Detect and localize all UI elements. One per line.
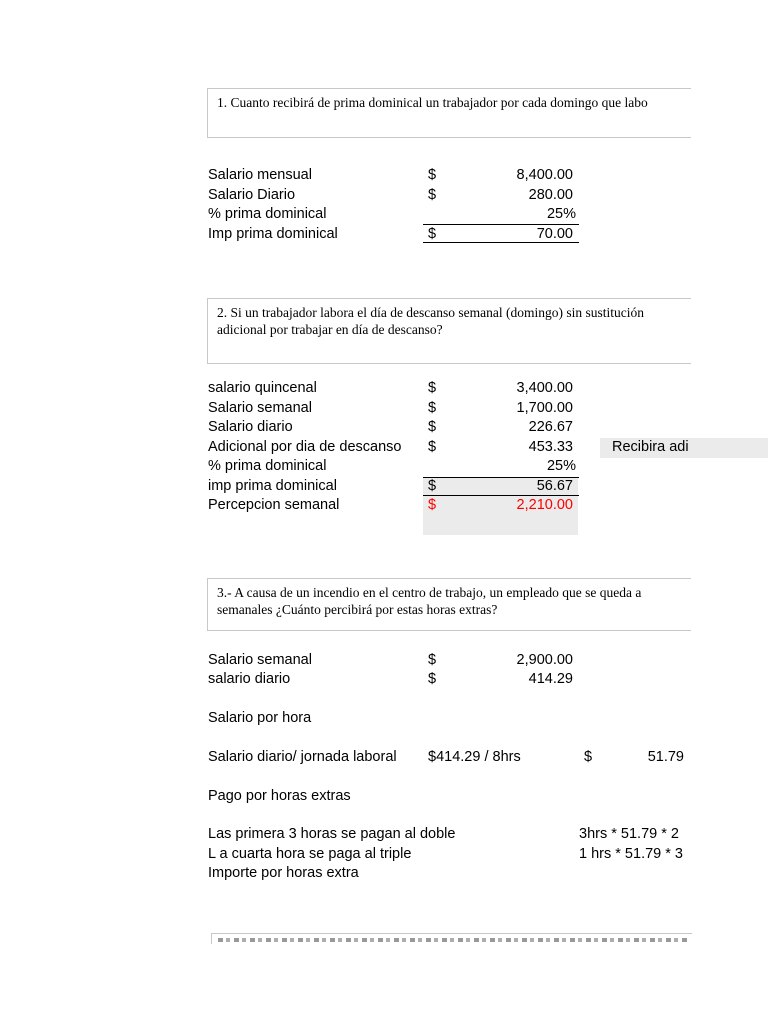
q2-value-percepcion-semanal: 2,210.00: [516, 497, 573, 513]
question-2-line-1: 2. Si un trabajador labora el día de descanso semanal (domingo) sin sustitución: [217, 305, 645, 320]
q3-hourly-value: 51.79: [647, 749, 684, 765]
question-3-line-2: semanales ¿Cuánto percibirá por estas horas extras?: [217, 602, 498, 617]
q1-value-prima-pct: 25%: [546, 206, 576, 222]
q2-currency-salario-diario: $: [428, 419, 437, 435]
q1-value-imp-prima: 70.00: [536, 226, 573, 242]
q2-label-prima-pct: % prima dominical: [208, 458, 327, 474]
q3-value-salario-diario: 414.29: [528, 671, 573, 687]
q3-overtime-label-1: Las primera 3 horas se pagan al doble: [208, 826, 456, 842]
q1-label-salario-diario: Salario Diario: [208, 187, 296, 203]
q2-value-prima-pct: 25%: [546, 458, 576, 474]
q2-value-salario-quincenal: 3,400.00: [516, 380, 573, 396]
q3-overtime-heading: Pago por horas extras: [208, 788, 351, 804]
q2-currency-salario-quincenal: $: [428, 380, 437, 396]
q3-currency-salario-diario: $: [428, 671, 437, 687]
q2-underline: [423, 495, 579, 496]
q2-note-text: Recibira adi: [612, 439, 689, 455]
q2-value-imp-prima: 56.67: [536, 478, 573, 494]
question-1-box: [207, 88, 691, 138]
q3-overtime-label-2: L a cuarta hora se paga al triple: [208, 846, 412, 862]
q3-currency-salario-semanal: $: [428, 652, 437, 668]
q2-label-salario-diario: Salario diario: [208, 419, 293, 435]
question-1-text: 1. Cuanto recibirá de prima dominical un trabajador por cada domingo que labo: [217, 95, 648, 110]
question-2-box: [207, 298, 691, 364]
question-3-line-1: 3.- A causa de un incendio en el centro de trabajo, un empleado que se queda a: [217, 585, 642, 600]
q1-currency-salario-diario: $: [428, 187, 437, 203]
q1-label-prima-pct: % prima dominical: [208, 206, 327, 222]
q2-label-adicional-descanso: Adicional por dia de descanso: [208, 439, 402, 455]
q3-label-salario-semanal: Salario semanal: [208, 652, 312, 668]
q3-total-label: Importe por horas extra: [208, 865, 359, 881]
question-4-text-clipped: [218, 938, 688, 942]
q3-hourly-formula: $414.29 / 8hrs: [428, 749, 521, 765]
q2-value-adicional-descanso: 453.33: [528, 439, 573, 455]
q3-hourly-label: Salario diario/ jornada laboral: [208, 749, 397, 765]
q1-label-salario-mensual: Salario mensual: [208, 167, 312, 183]
q3-overtime-formula-2: 1 hrs * 51.79 * 3: [579, 846, 683, 862]
q2-currency-imp-prima: $: [428, 478, 437, 494]
question-2-line-2: adicional por trabajar en día de descanso?: [217, 322, 443, 337]
q1-currency-salario-mensual: $: [428, 167, 437, 183]
q1-value-salario-diario: 280.00: [528, 187, 573, 203]
q3-value-salario-semanal: 2,900.00: [516, 652, 573, 668]
q1-sum-line: [423, 224, 579, 225]
q2-value-salario-diario: 226.67: [528, 419, 573, 435]
q1-label-imp-prima: Imp prima dominical: [208, 226, 338, 242]
q2-label-percepcion-semanal: Percepcion semanal: [208, 497, 340, 513]
q2-value-salario-semanal: 1,700.00: [516, 400, 573, 416]
q3-hourly-heading: Salario por hora: [208, 710, 312, 726]
q2-currency-adicional-descanso: $: [428, 439, 437, 455]
q3-label-salario-diario: salario diario: [208, 671, 291, 687]
q2-label-salario-semanal: Salario semanal: [208, 400, 312, 416]
q1-underline: [423, 242, 579, 243]
q3-hourly-currency: $: [584, 749, 593, 765]
question-4-box-partial: [211, 933, 692, 944]
q2-currency-salario-semanal: $: [428, 400, 437, 416]
q1-currency-imp-prima: $: [428, 226, 437, 242]
q3-overtime-formula-1: 3hrs * 51.79 * 2: [579, 826, 679, 842]
question-3-box: [207, 578, 691, 631]
q2-label-salario-quincenal: salario quincenal: [208, 380, 317, 396]
q2-currency-percepcion-semanal: $: [428, 497, 437, 513]
q1-value-salario-mensual: 8,400.00: [516, 167, 573, 183]
q2-label-imp-prima: imp prima dominical: [208, 478, 337, 494]
